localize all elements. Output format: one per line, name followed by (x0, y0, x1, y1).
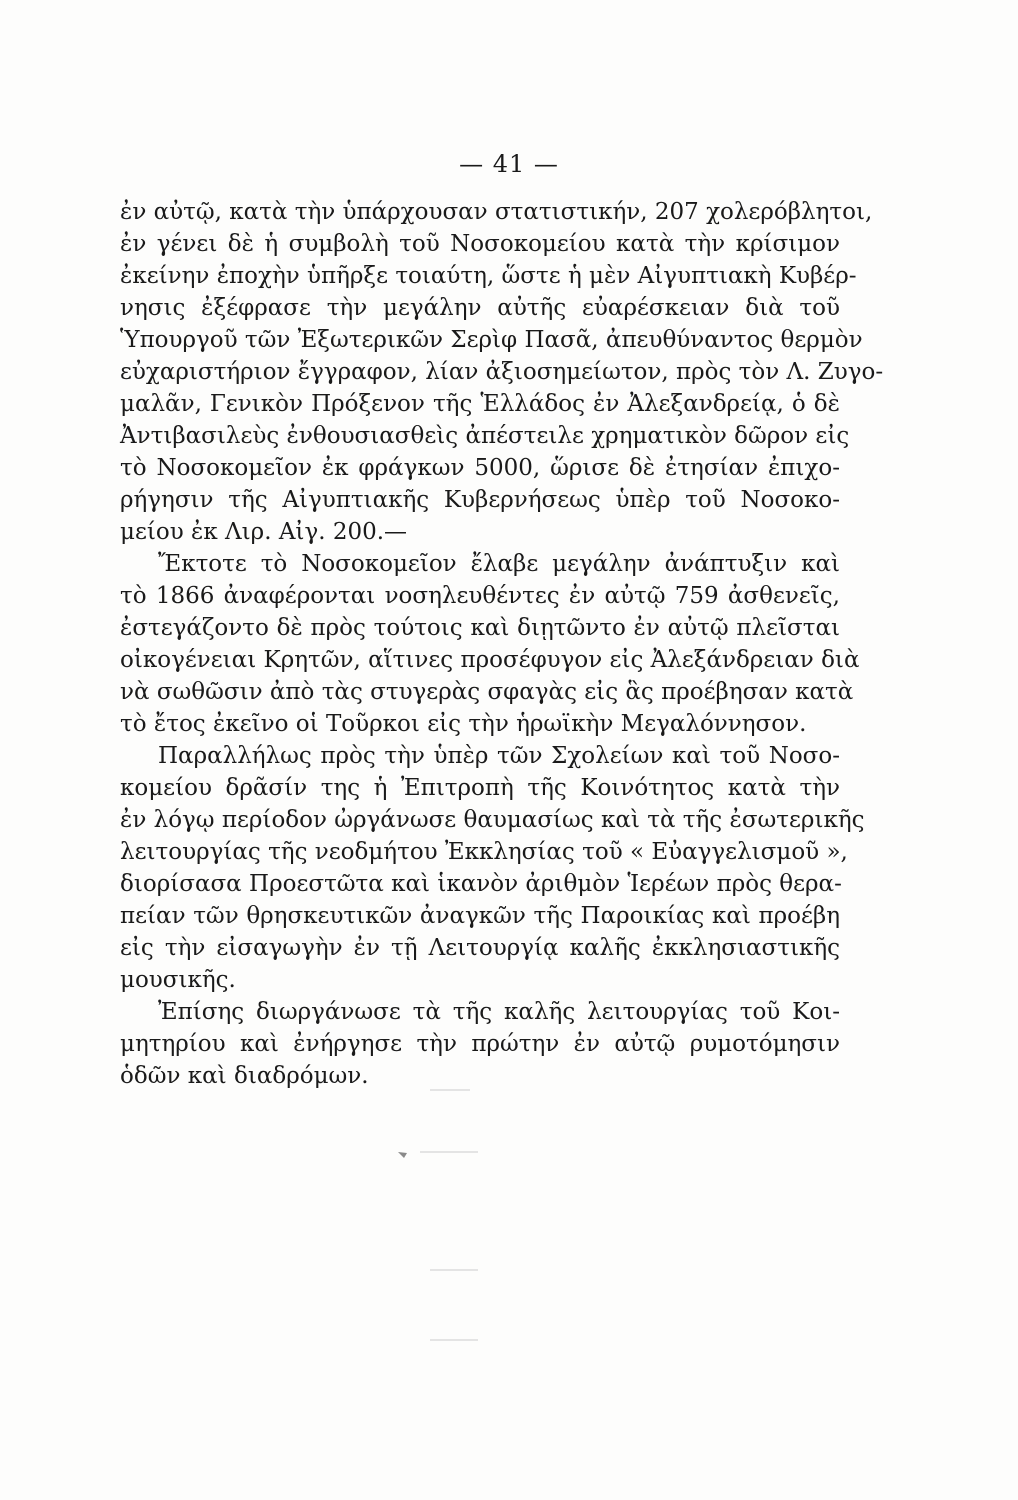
text-line: Ὑπουργοῦ τῶν Ἐξωτερικῶν Σερὶφ Πασᾶ, ἀπευθύναντος θερμὸν (120, 327, 863, 353)
text-line: τὸ 1866 ἀναφέρονται νοσηλευθέντες ἐν αὐτῷ 759 ἀσθενεῖς, (120, 583, 840, 609)
text-line: μητηρίου καὶ ἐνήργησε τὴν πρώτην ἐν αὐτῷ ρυμοτόμησιν (120, 1031, 840, 1057)
text-line: Ἀντιβασιλεὺς ἐνθουσιασθεὶς ἀπέστειλε χρηματικὸν δῶρον εἰς (120, 423, 850, 449)
text-line: οἰκογένειαι Κρητῶν, αἵτινες προσέφυγον εἰς Ἀλεξάνδρειαν διὰ (120, 647, 860, 673)
text-line: μαλᾶν, Γενικὸν Πρόξενον τῆς Ἑλλάδος ἐν Ἀλεξανδρείᾳ, ὁ δὲ (120, 391, 840, 417)
text-line: τὸ ἔτος ἐκεῖνο οἱ Τοῦρκοι εἰς τὴν ἡρωϊκὴν Μεγαλόννησον. (120, 711, 807, 737)
paragraph-4 (120, 996, 840, 1092)
text-line: Παραλλήλως πρὸς τὴν ὑπὲρ τῶν Σχολείων καὶ τοῦ Νοσο- (158, 743, 840, 769)
text-line: ἐν λόγῳ περίοδον ὠργάνωσε θαυμασίως καὶ τὰ τῆς ἐσωτερικῆς (120, 807, 865, 833)
text-line: ὁδῶν καὶ διαδρόμων. (120, 1063, 369, 1089)
text-line: εὐχαριστήριον ἔγγραφον, λίαν ἀξιοσημείωτον, πρὸς τὸν Λ. Ζυγο- (120, 359, 884, 385)
text-line: Ἐπίσης διωργάνωσε τὰ τῆς καλῆς λειτουργίας τοῦ Κοι- (158, 999, 840, 1025)
text-line: εἰς τὴν εἰσαγωγὴν ἐν τῇ Λειτουργίᾳ καλῆς ἐκκλησιαστικῆς (120, 935, 840, 961)
text-line: ἐν αὐτῷ, κατὰ τὴν ὑπάρχουσαν στατιστικήν, 207 χολερόβλητοι, (120, 199, 873, 225)
text-line: ἐκείνην ἐποχὴν ὑπῆρξε τοιαύτη, ὥστε ἡ μὲν Αἰγυπτιακὴ Κυβέρ- (120, 263, 857, 289)
text-line: ρήγησιν τῆς Αἰγυπτιακῆς Κυβερνήσεως ὑπὲρ τοῦ Νοσοκο- (120, 487, 840, 513)
text-line: λειτουργίας τῆς νεοδμήτου Ἐκκλησίας τοῦ « Εὐαγγελισμοῦ », (120, 839, 848, 865)
text-line: μουσικῆς. (120, 967, 236, 993)
text-line: νησις ἐξέφρασε τὴν μεγάλην αὐτῆς εὐαρέσκειαν διὰ τοῦ (120, 295, 840, 321)
paragraph-3 (120, 740, 865, 996)
ink-mark (398, 1152, 407, 1158)
text-line: ἐν γένει δὲ ἡ συμβολὴ τοῦ Νοσοκομείου κατὰ τὴν κρίσιμον (120, 231, 840, 257)
body-text (120, 196, 884, 1092)
text-line: ἐστεγάζοντο δὲ πρὸς τούτοις καὶ διῃτῶντο ἐν αὐτῷ πλεῖσται (120, 615, 840, 641)
text-line: κομείου δρᾶσίν της ἡ Ἐπιτροπὴ τῆς Κοινότητος κατὰ τὴν (120, 775, 840, 801)
paragraph-2 (120, 548, 860, 740)
paragraph-1 (120, 196, 884, 548)
text-line: μείου ἐκ Λιρ. Αἰγ. 200.— (120, 519, 408, 545)
text-line: Ἔκτοτε τὸ Νοσοκομεῖον ἔλαβε μεγάλην ἀνάπτυξιν καὶ (158, 551, 840, 577)
text-line: τὸ Νοσοκομεῖον ἐκ φράγκων 5000, ὥρισε δὲ ἐτησίαν ἐπιχο- (120, 455, 840, 481)
text-line: διορίσασα Προεστῶτα καὶ ἱκανὸν ἀριθμὸν Ἱερέων πρὸς θερα- (120, 871, 842, 897)
page-number: — 41 — (459, 150, 559, 178)
text-line: νὰ σωθῶσιν ἀπὸ τὰς στυγερὰς σφαγὰς εἰς ἃς προέβησαν κατὰ (120, 679, 854, 705)
text-line: πείαν τῶν θρησκευτικῶν ἀναγκῶν τῆς Παροικίας καὶ προέβη (120, 903, 840, 929)
